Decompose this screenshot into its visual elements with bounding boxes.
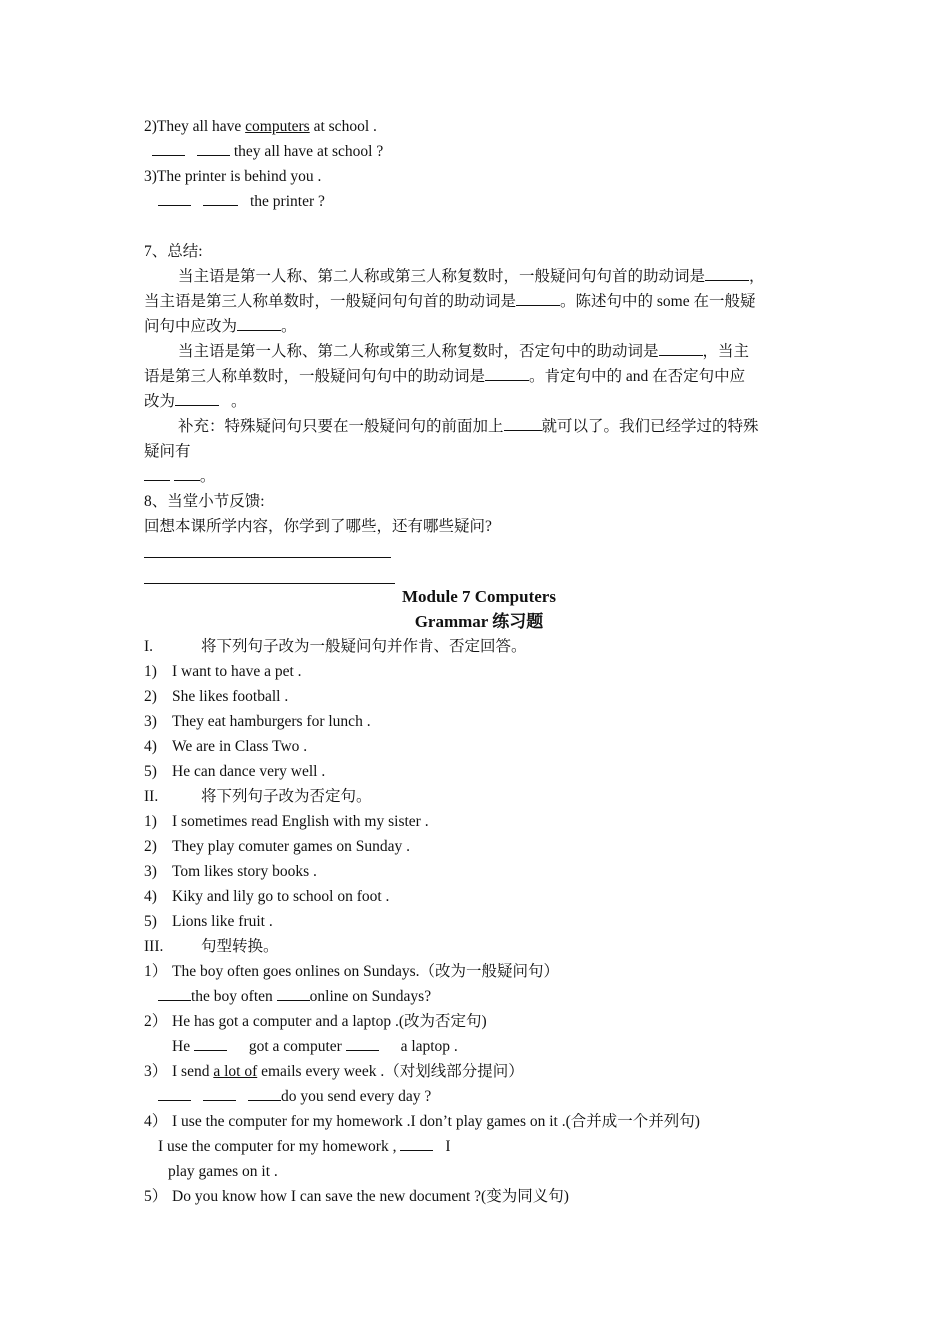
answer-blank[interactable]	[152, 140, 185, 156]
answer-blank[interactable]	[197, 140, 230, 156]
writing-line[interactable]	[144, 565, 395, 584]
answer-blank[interactable]	[516, 290, 560, 306]
section-2-heading: II. 将下列句子改为否定句。	[144, 788, 372, 805]
question-3	[144, 164, 814, 189]
summary-line: 。	[144, 464, 814, 489]
answer-blank[interactable]	[346, 1035, 379, 1051]
answer-blank[interactable]	[485, 365, 529, 381]
answer-blank[interactable]	[705, 265, 749, 281]
feedback-heading: 8、当堂小节反馈:	[144, 493, 265, 510]
question-text: 3)The printer is behind you .	[144, 168, 322, 185]
summary-line: 问句中应改为 。	[144, 314, 814, 339]
transform-q4: 4） I use the computer for my homework .I don’t play games on it .(合并成一个并列句)	[144, 1113, 700, 1130]
underlined-word: computers	[245, 118, 310, 135]
answer-blank[interactable]	[237, 315, 281, 331]
answer-blank[interactable]	[158, 1085, 191, 1101]
answer-blank[interactable]	[194, 1035, 227, 1051]
answer-line-3	[144, 189, 814, 214]
answer-blank[interactable]	[203, 1085, 236, 1101]
answer-blank[interactable]	[144, 465, 170, 481]
answer-blank[interactable]	[174, 465, 200, 481]
list-item: 1) I want to have a pet .	[144, 663, 302, 680]
answer-line: He got a computer a laptop .	[144, 1034, 814, 1059]
feedback-prompt: 回想本课所学内容，你学到了哪些，还有哪些疑问?	[144, 518, 492, 535]
answer-blank[interactable]	[158, 190, 191, 206]
answer-blank[interactable]	[277, 985, 310, 1001]
answer-blank[interactable]	[504, 415, 542, 431]
section-3-heading: III. 句型转换。	[144, 938, 279, 955]
summary-line: 当主语是第一人称、第二人称或第三人称复数时，否定句中的助动词是 ，当主	[144, 339, 814, 364]
answer-line: do you send every day ?	[144, 1084, 814, 1109]
question-text: at school .	[309, 118, 377, 135]
answer-blank[interactable]	[400, 1135, 433, 1151]
worksheet-page	[144, 114, 814, 1209]
list-item: 3) They eat hamburgers for lunch .	[144, 713, 371, 730]
question-2	[144, 114, 814, 139]
answer-line-2	[144, 139, 814, 164]
list-item: 2) She likes football .	[144, 688, 289, 705]
transform-q5: 5） Do you know how I can save the new document ?(变为同义句)	[144, 1188, 569, 1205]
list-item: 5) Lions like fruit .	[144, 913, 273, 930]
transform-q3: 3） I send a lot of emails every week .（对划线部分提问）	[144, 1063, 524, 1080]
transform-q1: 1） The boy often goes onlines on Sundays.（改为一般疑问句）	[144, 963, 560, 980]
list-item: 2) They play comuter games on Sunday .	[144, 838, 411, 855]
answer-blank[interactable]	[175, 390, 219, 406]
module-subtitle: Grammar 练习题	[414, 612, 544, 631]
list-item: 4) Kiky and lily go to school on foot .	[144, 888, 390, 905]
summary-line: 当主语是第三人称单数时，一般疑问句句首的助动词是 。陈述句中的 some 在一般疑	[144, 289, 814, 314]
list-item: 5) He can dance very well .	[144, 763, 326, 780]
answer-line: the boy often online on Sundays?	[144, 984, 814, 1009]
answer-blank[interactable]	[248, 1085, 281, 1101]
answer-blank[interactable]	[203, 190, 238, 206]
summary-line: 疑问有	[144, 443, 191, 460]
transform-q2: 2） He has got a computer and a laptop .(改为否定句)	[144, 1013, 487, 1030]
question-text: 2)They all have	[144, 118, 246, 135]
answer-line: I use the computer for my homework , I	[144, 1134, 814, 1159]
underlined-phrase: a lot of	[213, 1063, 258, 1080]
section-1-heading: I. 将下列句子改为一般疑问句并作肯、否定回答。	[144, 638, 527, 655]
answer-text: they all have at school ?	[230, 143, 384, 160]
list-item: 4) We are in Class Two .	[144, 738, 308, 755]
summary-heading: 7、总结:	[144, 243, 203, 260]
summary-line: 补充：特殊疑问句只要在一般疑问句的前面加上 就可以了。我们已经学过的特殊	[144, 414, 814, 439]
summary-line: 当主语是第一人称、第二人称或第三人称复数时，一般疑问句句首的助动词是 ，	[144, 264, 814, 289]
summary-line: 改为 。	[144, 389, 814, 414]
answer-text: the printer ?	[250, 193, 325, 210]
summary-line: 语是第三人称单数时，一般疑问句句中的助动词是 。肯定句中的 and 在否定句中应	[144, 364, 814, 389]
answer-line: play games on it .	[168, 1163, 278, 1180]
answer-blank[interactable]	[659, 340, 703, 356]
writing-line[interactable]	[144, 539, 391, 558]
list-item: 1) I sometimes read English with my sister .	[144, 813, 429, 830]
list-item: 3) Tom likes story books .	[144, 863, 317, 880]
answer-blank[interactable]	[158, 985, 191, 1001]
module-title: Module 7 Computers	[402, 587, 556, 606]
